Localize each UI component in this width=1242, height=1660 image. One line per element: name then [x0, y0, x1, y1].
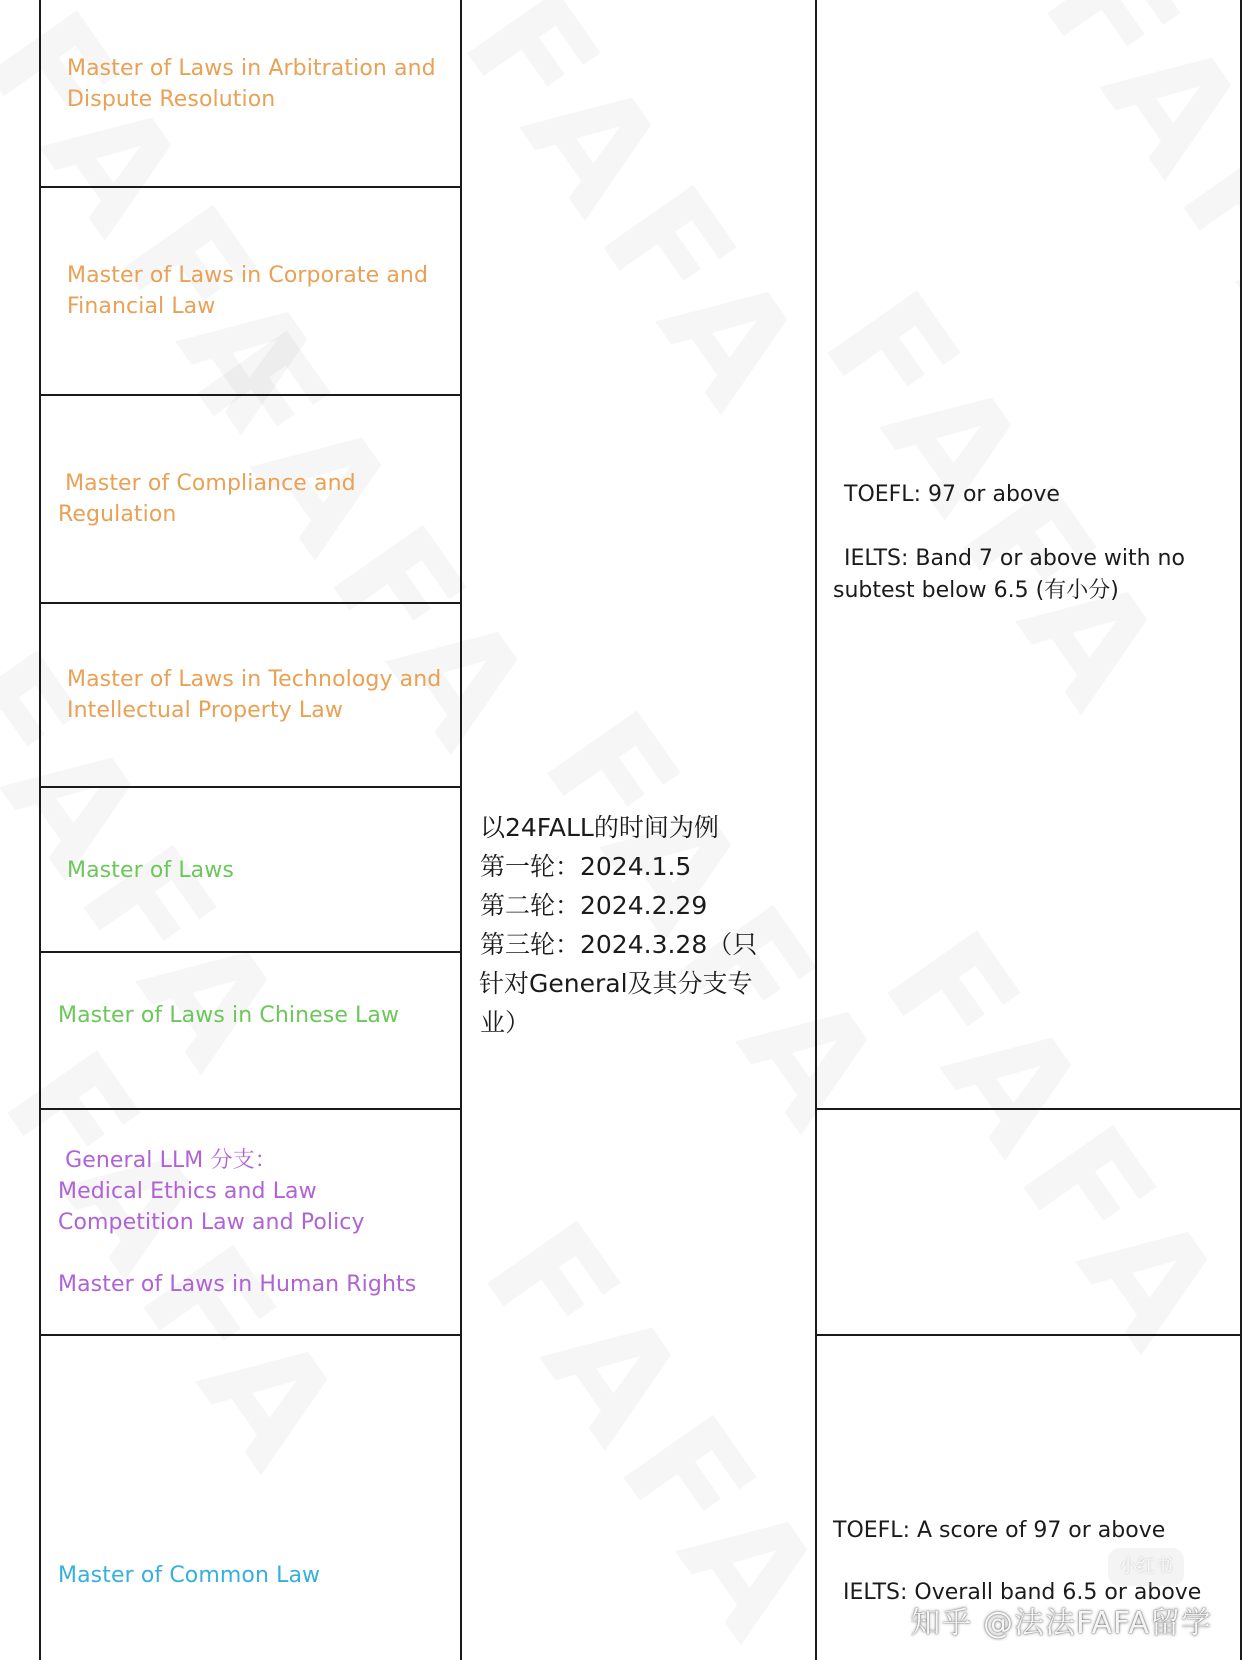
program-line: General LLM 分支：	[58, 1148, 277, 1173]
program-line: Competition Law and Policy	[58, 1210, 365, 1235]
row-divider	[39, 186, 462, 188]
program-master-of-laws	[67, 855, 447, 886]
ielts-requirement: IELTS: Band 7 or above with no	[844, 546, 1185, 571]
program-line: Medical Ethics and Law	[58, 1179, 317, 1204]
deadline-round-3: 第三轮：2024.3.28（只	[480, 930, 758, 959]
deadlines-cell-continued	[480, 964, 800, 1042]
program-arbitration	[67, 53, 457, 115]
watermark	[430, 0, 845, 451]
row-divider	[39, 1334, 462, 1336]
program-general-llm-branches	[58, 1145, 456, 1300]
program-line: Intellectual Property Law	[67, 698, 343, 723]
program-compliance	[58, 468, 453, 530]
toefl-requirement: TOEFL: 97 or above	[844, 482, 1060, 507]
table-border-left	[39, 0, 41, 1660]
deadline-round-3-cont: 针对General及其分支专	[479, 969, 753, 998]
row-divider	[39, 394, 462, 396]
toefl-requirement: TOEFL: A score of 97 or above	[833, 1518, 1166, 1543]
program-line: Regulation	[58, 502, 177, 527]
row-divider	[39, 951, 462, 953]
deadline-round-3-end: 业）	[480, 1008, 531, 1037]
language-req-group-1	[833, 479, 1233, 607]
program-line: Master of Laws in Technology and	[67, 667, 442, 692]
program-line: Master of Common Law	[58, 1563, 321, 1588]
program-line: Master of Laws in Chinese Law	[58, 1003, 400, 1028]
deadline-round-1: 第一轮：2024.1.5	[480, 852, 692, 881]
program-line: Financial Law	[67, 294, 216, 319]
deadlines-cell	[480, 808, 800, 964]
ielts-requirement: IELTS: Overall band 6.5 or above	[843, 1580, 1202, 1605]
program-common-law	[58, 1560, 453, 1591]
program-line: Master of Laws in Corporate and	[67, 263, 429, 288]
row-divider	[39, 786, 462, 788]
watermark	[850, 903, 1242, 1392]
deadline-round-2: 第二轮：2024.2.29	[480, 891, 708, 920]
row-divider	[815, 1108, 1242, 1110]
watermark	[450, 1193, 865, 1660]
program-line: Master of Laws	[67, 858, 234, 883]
ielts-requirement-cont: subtest below 6.5 (有小分)	[833, 578, 1119, 603]
table-border-col2	[815, 0, 817, 1660]
program-line: Dispute Resolution	[67, 87, 276, 112]
deadline-intro: 以24FALL的时间为例	[480, 813, 719, 842]
program-line: Master of Laws in Human Rights	[58, 1272, 417, 1297]
program-line: Master of Laws in Arbitration and	[67, 56, 436, 81]
watermark	[1010, 0, 1242, 411]
zhihu-watermark: 知乎 @法法FAFA留学	[910, 1606, 1212, 1641]
program-technology-ip	[67, 664, 459, 726]
row-divider	[39, 1108, 462, 1110]
program-line: Master of Compliance and	[58, 471, 356, 496]
table-border-col1	[460, 0, 462, 1660]
program-chinese-law	[58, 1000, 453, 1031]
row-divider	[815, 1334, 1242, 1336]
xiaohongshu-logo: 小红书	[1108, 1548, 1184, 1586]
program-corporate-financial	[67, 260, 457, 322]
row-divider	[39, 602, 462, 604]
